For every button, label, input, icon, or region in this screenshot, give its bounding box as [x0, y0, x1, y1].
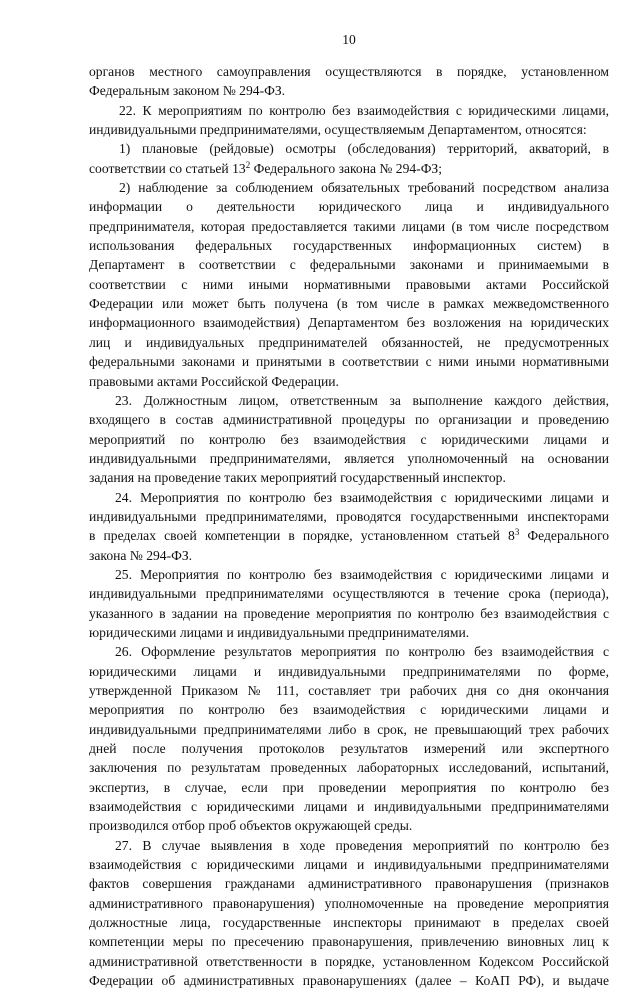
text-line: 26. Оформление результатов мероприятия по контролю без взаимодействия с [115, 644, 609, 660]
paragraph-22-item-2 [89, 178, 609, 391]
text-line: индивидуальными предпринимателями осуществляются в течение срока (периода), [89, 586, 609, 602]
text-line: указанного в задании на проведение мероприятия по контролю без взаимодействия с [89, 605, 609, 621]
text-line: использования федеральных государственных информационных систем) в [89, 238, 609, 254]
paragraph-27 [89, 836, 609, 991]
text-line: закона № 294-ФЗ. [89, 547, 193, 563]
paragraph-22-item-1 [89, 139, 609, 178]
text-line: административного правонарушения) уполномоченные на проведение мероприятия [89, 895, 609, 911]
text-line: взаимодействия с юридическими лицами и индивидуальными предпринимателями [89, 799, 609, 815]
text-line: производился отбор проб объектов окружающей среды. [89, 818, 413, 834]
text-line: соответствии с ними иными нормативными правовыми актами Российской [89, 276, 609, 292]
superscript: 3 [514, 527, 520, 538]
text-line: 2) наблюдение за соблюдением обязательных требований посредством анализа [119, 180, 609, 196]
text-line: мероприятия по контролю без взаимодействия с юридическими лицами и [89, 702, 609, 718]
text-line [89, 526, 609, 545]
paragraph-23 [89, 391, 609, 488]
page-number: 10 [342, 32, 356, 47]
text-line: 1) плановые (рейдовые) осмотры (обследования) территорий, акваторий, в [119, 141, 609, 157]
text-fragment: Федерального [519, 528, 609, 544]
paragraph-24 [89, 488, 609, 565]
text-line: юридическими лицами и индивидуальными предпринимателями. [89, 624, 470, 640]
text-line: индивидуальными предпринимателями, является уполномоченный на основании [89, 450, 609, 466]
text-line: Федерации об административных правонарушениях (далее – КоАП РФ), и выдаче [89, 973, 609, 989]
text-line: юридическими лицами и индивидуальными предпринимателями по форме, [89, 663, 609, 679]
text-line: правовыми актами Российской Федерации. [89, 373, 339, 389]
text-line: 22. К мероприятиям по контролю без взаимодействия с юридическими лицами, [119, 102, 609, 118]
text-line: органов местного самоуправления осуществляются в порядке, установленном [89, 64, 609, 79]
text-line: взаимодействия с юридическими лицами и индивидуальными предпринимателями [89, 857, 609, 873]
paragraph-26 [89, 642, 609, 835]
text-line: Департамент в соответствии с федеральными законами и принимаемыми в [89, 257, 609, 273]
text-line: 23. Должностным лицом, ответственным за выполнение каждого действия, [115, 392, 609, 408]
text-line: Федерации или может быть получена (в том числе в рамках межведомственного [89, 296, 609, 312]
text-line: дней после получения протоколов результатов измерений или экспертного [89, 741, 609, 757]
text-line: информационного взаимодействия) Департаментом без возложения на юридических [89, 315, 609, 331]
text-line: фактов совершения гражданами административного правонарушения (признаков [89, 876, 609, 892]
text-line: 25. Мероприятия по контролю без взаимодействия с юридическими лицами и [115, 566, 609, 582]
text-line: индивидуальными предпринимателями, проводятся государственными инспекторами [89, 508, 609, 524]
text-line: Федеральным законом № 294-ФЗ. [89, 83, 286, 99]
text-line: информации о деятельности юридического лица и индивидуального [89, 199, 609, 215]
text-line: задания на проведение таких мероприятий государственный инспектор. [89, 470, 506, 486]
text-line: утвержденной Приказом № 111, составляет три рабочих дня со дня окончания [89, 683, 609, 698]
document-page [89, 0, 609, 991]
paragraph-22 [89, 101, 609, 140]
text-line: входящего в состав административной процедуры по организации и проведению [89, 412, 609, 428]
text-fragment: в пределах своей компетенции в порядке, установленном статьей 8 [89, 528, 515, 544]
text-line: 24. Мероприятия по контролю без взаимодействия с юридическими лицами и [115, 489, 609, 505]
paragraph-continuation [89, 62, 609, 101]
superscript: 2 [245, 159, 251, 170]
text-line: 27. В случае выявления в ходе проведения мероприятий по контролю без [115, 837, 609, 853]
text-line: административной ответственности в порядке, установленном Кодексом Российской [89, 953, 609, 969]
text-line: лиц и индивидуальных предпринимателей обязанностей, не предусмотренных [89, 334, 609, 350]
paragraph-25 [89, 565, 609, 642]
text-line: компетенции меры по пресечению правонарушения, привлечению виновных лиц к [89, 934, 609, 950]
text-line: мероприятий по контролю без взаимодействия с юридическими лицами и [89, 431, 609, 447]
text-line: должностные лица, государственные инспекторы принимают в пределах своей [89, 915, 609, 931]
text-line: федеральными законами и принятыми в соответствии с ними иными нормативными [89, 354, 609, 370]
text-line: индивидуальными предпринимателями, осуществляемым Департаментом, относятся: [89, 122, 587, 138]
text-line [89, 159, 609, 178]
text-line: заключения по результатам проведенных лабораторных исследований, испытаний, [89, 760, 609, 776]
text-line: экспертиз, в случае, если при проведении мероприятия по контролю без [89, 779, 609, 795]
text-line: индивидуальными предпринимателями либо в срок, не превышающий трех рабочих [89, 721, 609, 737]
text-line: предпринимателя, которая предоставляется такими лицами (в том числе посредством [89, 218, 609, 234]
text-fragment: Федерального закона № 294-ФЗ; [250, 160, 443, 176]
text-fragment: соответствии со статьей 13 [89, 160, 246, 176]
